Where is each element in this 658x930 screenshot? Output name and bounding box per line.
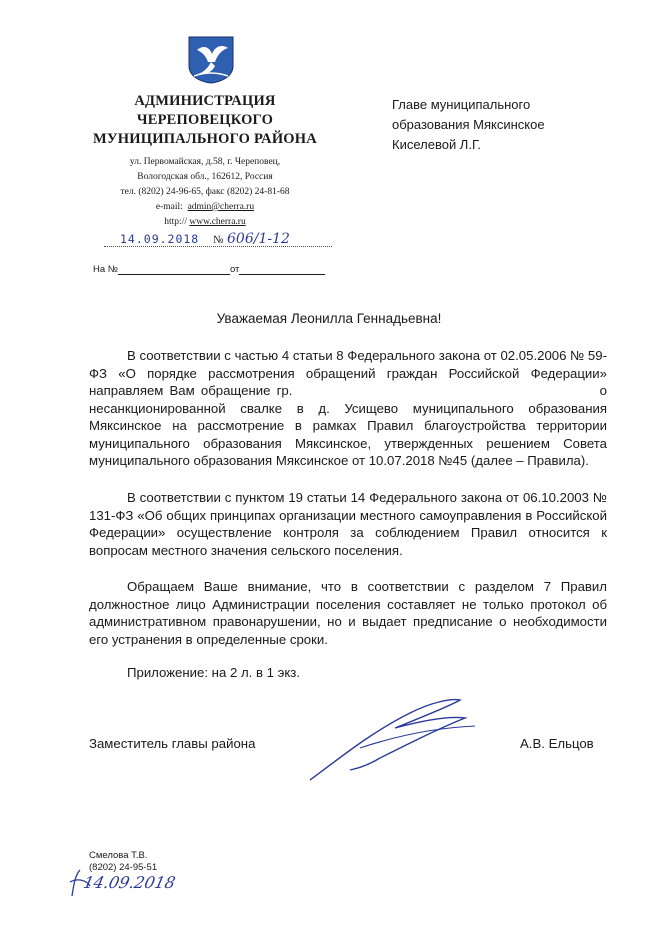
stamp-underline <box>104 246 332 247</box>
address-phone: тел. (8202) 24-96-65, факс (8202) 24-81-68 <box>120 187 290 197</box>
website-link[interactable]: www.cherra.ru <box>189 217 246 227</box>
reference-na-label: На № <box>93 264 118 275</box>
registration-number: 606/1-12 <box>227 231 290 247</box>
coat-of-arms-icon <box>188 36 234 84</box>
reference-date-blank <box>239 265 325 275</box>
org-line-2: ЧЕРЕПОВЕЦКОГО <box>136 112 274 128</box>
reference-ot-label: от <box>229 264 240 275</box>
executor-name: Смелова Т.В. <box>89 850 148 861</box>
recipient-block <box>392 95 642 155</box>
appendix-note: Приложение: на 2 л. в 1 экз. <box>127 665 301 680</box>
address-region: Вологодская обл., 162612, Россия <box>137 172 273 182</box>
email-label: e-mail: <box>155 202 183 212</box>
registration-number-label: № <box>213 234 224 246</box>
executor-phone: (8202) 24-95-51 <box>89 862 158 873</box>
greeting: Уважаемая Леонилла Геннадьевна! <box>216 311 442 326</box>
address-web-row <box>70 215 340 230</box>
email-link[interactable]: admin@cherra.ru <box>187 202 255 212</box>
body-paragraph-1: В соответствии с частью 4 статьи 8 Федерального закона от 02.05.2006 № 59-ФЗ «О порядке рассмотрения обращений граждан Российской Федерации» направляем Вам обращение гр. о несанкционированной свалке в д. Усищево муниципального образования Мяксинское на рассмотрение в рамках Правил благоустройства территории муниципального образования Мяксинское, утвержденных решением Совета муниципального образования Мяксинское от 10.07.2018 №45 (далее – Правила). <box>89 348 611 468</box>
recipient-line-3: Киселевой Л.Г. <box>392 137 482 152</box>
reference-number-blank <box>118 265 230 275</box>
signer-title: Заместитель главы района <box>89 736 256 751</box>
org-line-3: МУНИЦИПАЛЬНОГО РАЙОНА <box>93 131 317 147</box>
handwritten-date-text: 14.09.2018 <box>81 873 178 892</box>
address-email-row <box>70 200 340 215</box>
sender-address <box>70 155 340 230</box>
sender-organization <box>70 92 340 149</box>
recipient-line-1: Главе муниципального <box>392 97 531 112</box>
body-paragraph-3: Обращаем Ваше внимание, что в соответствии с разделом 7 Правил должностное лицо Администрации поселения составляет не только протокол об административном правонарушении, но и выдает предписание о необходимости его устранения в определенные сроки. <box>89 579 607 647</box>
body-paragraph-2: В соответствии с пунктом 19 статьи 14 Федерального закона от 06.10.2003 № 131-ФЗ «Об общих принципах организации местного самоуправления в Российской Федерации» осуществление контроля за соблюдением Правил относится к вопросам местного значения сельского поселения. <box>89 490 607 558</box>
recipient-line-2: образования Мяксинское <box>392 117 545 132</box>
signer-name: А.В. Ельцов <box>520 736 594 751</box>
address-street: ул. Первомайская, д.58, г. Череповец, <box>129 157 281 167</box>
registration-date: 14.09.2018 <box>120 232 200 246</box>
org-line-1: АДМИНИСТРАЦИЯ <box>134 93 276 109</box>
http-label: http:// <box>164 217 187 227</box>
handwritten-date-icon <box>64 862 204 902</box>
reference-line <box>93 264 325 275</box>
handwritten-signature-icon <box>300 688 490 788</box>
